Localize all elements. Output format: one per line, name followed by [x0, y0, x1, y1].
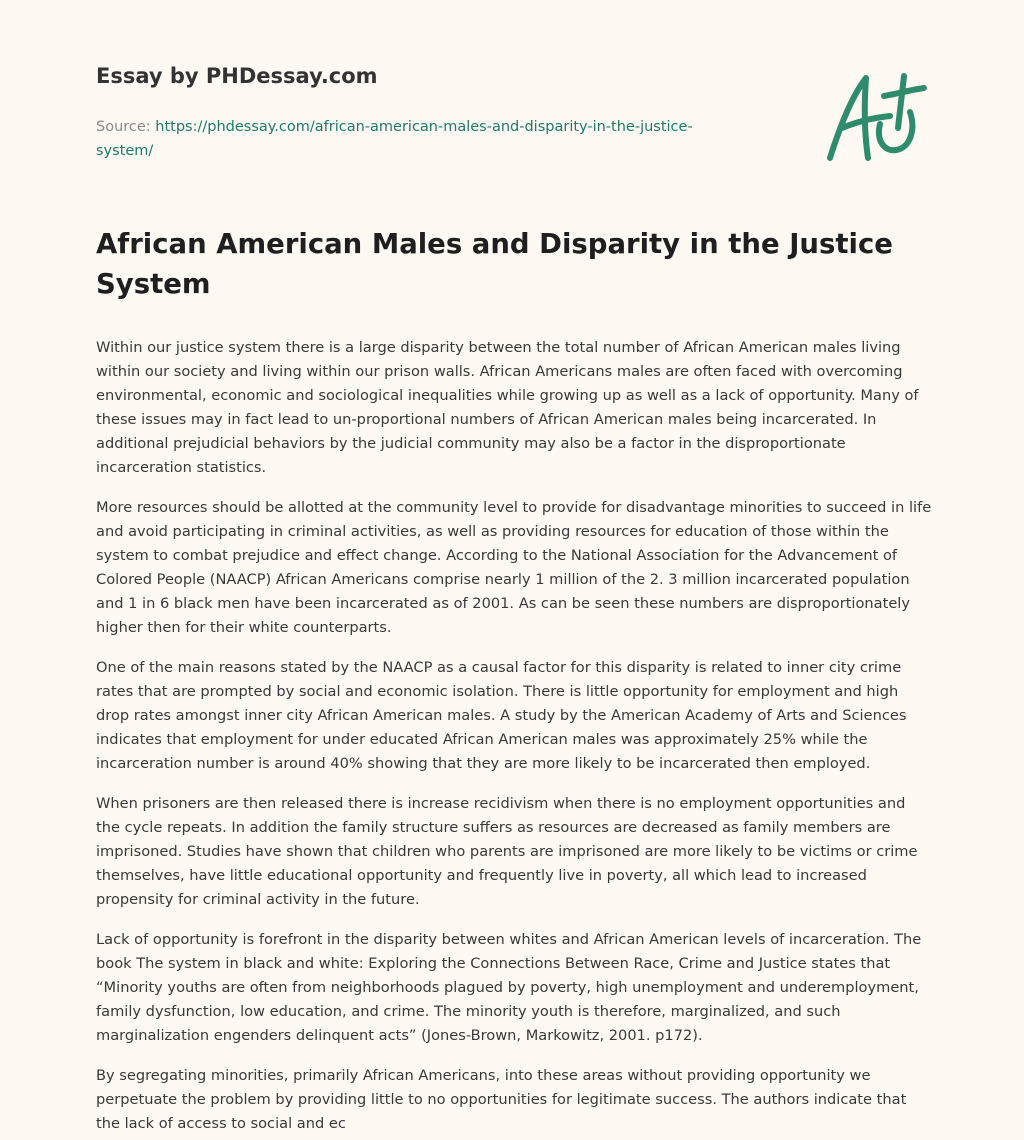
site-title: Essay by PHDessay.com — [96, 64, 378, 88]
essay-paragraph-2: More resources should be allotted at the community level to provide for disadvantage minorities to succeed in life and avoid participating in criminal activities, as well as providing resources for education of those within the system to combat prejudice and effect change. According to the National Association for the Advancement of Colored People (NAACP) African Americans comprise nearly 1 million of the 2. 3 million incarcerated population and 1 in 6 black men have been incarcerated as of 2001. As can be seen these numbers are disproportionately higher then for their white counterparts. — [96, 499, 932, 636]
essay-title: African American Males and Disparity in the Justice System — [96, 228, 893, 300]
a-plus-logo-icon — [820, 66, 930, 166]
source-link[interactable] — [96, 119, 693, 159]
source-line — [96, 115, 776, 163]
essay-content — [96, 224, 932, 1140]
essay-paragraph-5: Lack of opportunity is forefront in the disparity between whites and African American levels of incarceration. The book The system in black and white: Exploring the Connections Between Race, Crime and Justice states that “Minority youths are often from neighborhoods plagued by poverty, high unemployment and underemployment, family dysfunction, low education, and crime. The minority youth is therefore, marginalized, and such marginalization engenders delinquent acts” (Jones-Brown, Markowitz, 2001. p172). — [96, 931, 922, 1044]
essay-paragraph-1: Within our justice system there is a large disparity between the total number of African American males living within our society and living within our prison walls. African Americans males are often faced with overcoming environmental, economic and sociological inequalities while growing up as well as a lack of opportunity. Many of these issues may in fact lead to un-proportional numbers of African American males being incarcerated. In additional prejudicial behaviors by the judicial community may also be a factor in the disproportionate incarceration statistics. — [96, 339, 919, 476]
essay-paragraph-6: By segregating minorities, primarily African Americans, into these areas without providing opportunity we perpetuate the problem by providing little to no opportunities for legitimate success. The authors indicate that the lack of access to social and ec — [96, 1067, 907, 1132]
source-label: Source: — [96, 119, 151, 135]
essay-paragraph-4: When prisoners are then released there is increase recidivism when there is no employment opportunities and the cycle repeats. In addition the family structure suffers as resources are decreased as family members are imprisoned. Studies have shown that children who parents are imprisoned are more likely to be victims or crime themselves, have little educational opportunity and frequently live in poverty, all which lead to increased propensity for criminal activity in the future. — [96, 795, 918, 908]
source-link-line2: system/ — [96, 143, 154, 159]
document-header — [96, 62, 776, 163]
essay-paragraph-3: One of the main reasons stated by the NAACP as a causal factor for this disparity is related to inner city crime rates that are prompted by social and economic isolation. There is little opportunity for employment and high drop rates amongst inner city African American males. A study by the American Academy of Arts and Sciences indicates that employment for under educated African American males was approximately 25% while the incarceration number is around 40% showing that they are more likely to be incarcerated then employed. — [96, 659, 907, 772]
source-link-line1: https://phdessay.com/african-american-males-and-disparity-in-the-justice- — [155, 119, 693, 135]
